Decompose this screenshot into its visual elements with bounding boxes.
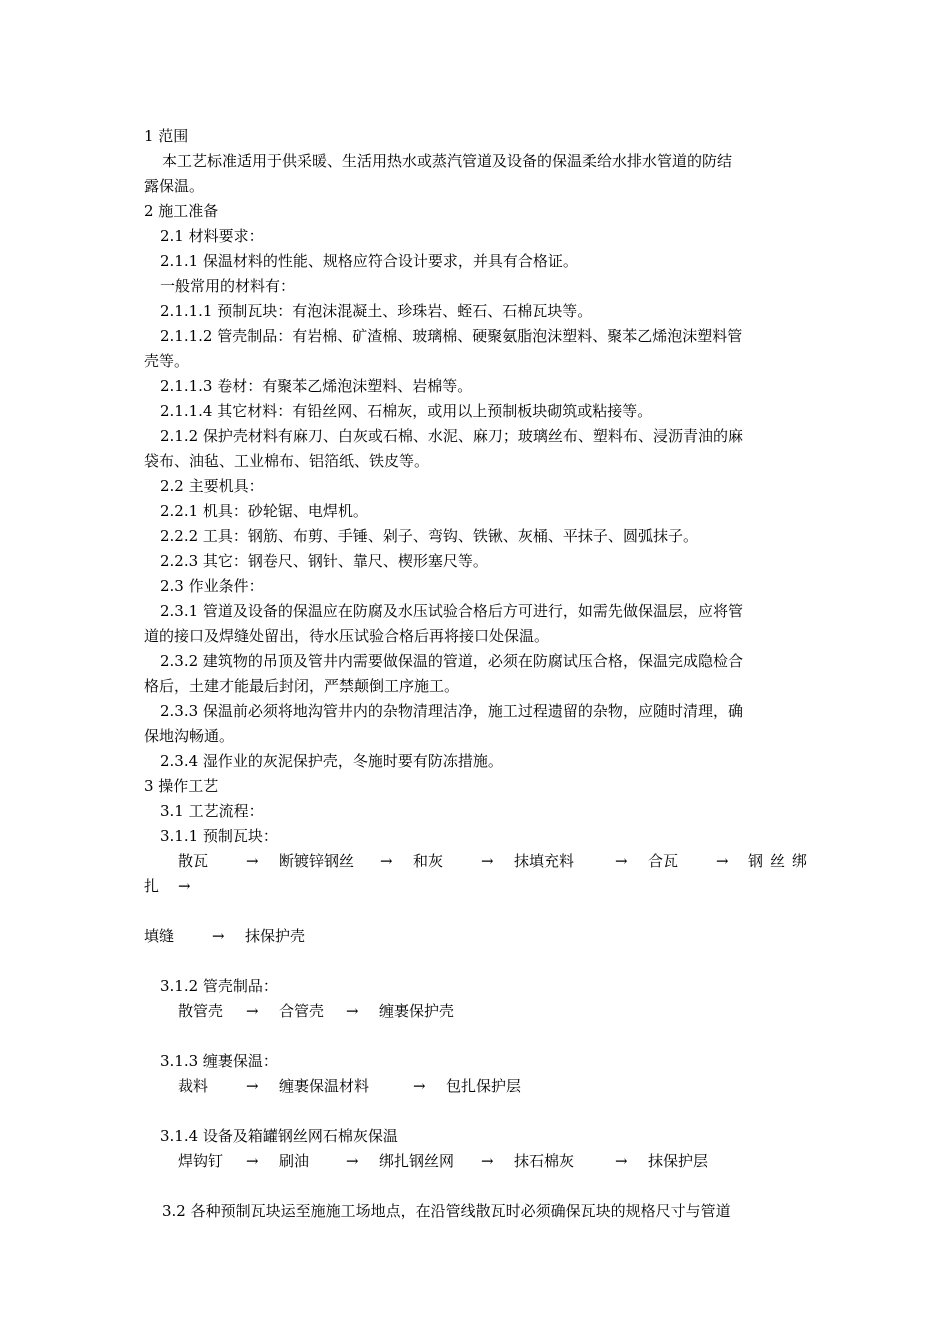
flow-step: 缠裹保护壳 [379,1002,455,1020]
arrow-icon: → [246,1077,259,1095]
arrow-icon: → [346,1002,359,1020]
arrow-icon: → [246,1152,259,1170]
process-flow-wrap-insulation [0,1076,950,1096]
paragraph-line: 2.2.2 工具：钢筋、布剪、手锤、剁子、弯钩、铁锹、灰桶、平抹子、圆弧抹子。 [160,527,698,545]
arrow-icon: → [413,1077,426,1095]
subsection-heading: 2.1 材料要求： [160,227,264,245]
paragraph-line: 格后，土建才能最后封闭，严禁颠倒工序施工。 [144,677,460,695]
process-flow-prefab-tiles [0,851,950,871]
flow-step: 填缝 [144,927,175,945]
paragraph-line: 2.3.2 建筑物的吊顶及管井内需要做保温的管道，必须在防腐试压合格，保温完成隐检合 [160,652,743,670]
flow-step: 合管壳 [279,1002,325,1020]
process-flow-prefab-tiles-cont [0,876,950,896]
subsection-heading: 2.2 主要机具： [160,477,264,495]
flow-step: 扎 [144,877,160,895]
subsection-heading: 2.3 作业条件： [160,577,264,595]
arrow-icon: → [346,1152,359,1170]
flow-step: 丝 [770,852,786,870]
flow-step: 和灰 [413,852,444,870]
arrow-icon: → [380,852,393,870]
flow-heading: 3.1.1 预制瓦块： [160,827,278,845]
process-flow-pipe-shell [0,1001,950,1021]
flow-step: 抹保护壳 [245,927,306,945]
paragraph-line: 壳等。 [144,352,190,370]
paragraph-line: 2.2.1 机具：砂轮锯、电焊机。 [160,502,368,520]
flow-step: 抹石棉灰 [514,1152,575,1170]
flow-step: 抹填充料 [514,852,575,870]
flow-step: 刷油 [279,1152,310,1170]
arrow-icon: → [481,852,494,870]
subsection-heading: 3.1 工艺流程： [160,802,264,820]
paragraph-line: 保地沟畅通。 [144,727,235,745]
flow-step: 包扎保护层 [446,1077,522,1095]
paragraph-line: 2.3.1 管道及设备的保温应在防腐及水压试验合格后方可进行，如需先做保温层，应将管 [160,602,743,620]
paragraph-line: 露保温。 [144,177,205,195]
paragraph-line: 2.3.3 保温前必须将地沟管井内的杂物清理洁净，施工过程遗留的杂物，应随时清理，确 [160,702,743,720]
paragraph-line: 2.2.3 其它：钢卷尺、钢针、靠尺、楔形塞尺等。 [160,552,488,570]
arrow-icon: → [615,852,628,870]
section-heading-3: 3 操作工艺 [144,777,219,795]
paragraph-line: 2.1.1.3 卷材：有聚苯乙烯泡沫塑料、岩棉等。 [160,377,473,395]
flow-heading: 3.1.3 缠裹保温： [160,1052,278,1070]
flow-step: 焊钩钉 [178,1152,224,1170]
process-flow-prefab-tiles-line2 [0,926,950,946]
flow-step: 绑扎钢丝网 [379,1152,455,1170]
paragraph-line: 道的接口及焊缝处留出，待水压试验合格后再将接口处保温。 [144,627,550,645]
arrow-icon: → [246,1002,259,1020]
section-heading-1: 1 范围 [144,127,189,145]
flow-step: 缠裹保温材料 [279,1077,370,1095]
arrow-icon: → [246,852,259,870]
paragraph-line: 2.1.1 保温材料的性能、规格应符合设计要求，并具有合格证。 [160,252,578,270]
arrow-icon: → [178,877,191,895]
section-heading-2: 2 施工准备 [144,202,219,220]
paragraph-line: 2.3.4 湿作业的灰泥保护壳，冬施时要有防冻措施。 [160,752,503,770]
arrow-icon: → [615,1152,628,1170]
flow-step: 裁料 [178,1077,209,1095]
paragraph-line: 2.1.1.4 其它材料：有铅丝网、石棉灰，或用以上预制板块砌筑或粘接等。 [160,402,653,420]
flow-step: 散管壳 [178,1002,224,1020]
arrow-icon: → [212,927,225,945]
paragraph-line: 本工艺标准适用于供采暖、生活用热水或蒸汽管道及设备的保温柔给水排水管道的防结 [162,152,733,170]
paragraph-line: 2.1.1.1 预制瓦块：有泡沫混凝土、珍珠岩、蛭石、石棉瓦块等。 [160,302,593,320]
flow-step: 钢 [748,852,764,870]
flow-step: 断镀锌钢丝 [279,852,355,870]
flow-heading: 3.1.4 设备及箱罐钢丝网石棉灰保温 [160,1127,398,1145]
flow-step: 绑 [792,852,808,870]
paragraph-line: 袋布、油毡、工业棉布、铝箔纸、铁皮等。 [144,452,430,470]
arrow-icon: → [481,1152,494,1170]
arrow-icon: → [716,852,729,870]
process-flow-equipment [0,1151,950,1171]
flow-step: 散瓦 [178,852,209,870]
paragraph-line: 3.2 各种预制瓦块运至施施工场地点，在沿管线散瓦时必须确保瓦块的规格尺寸与管道 [162,1202,731,1220]
paragraph-line: 2.1.1.2 管壳制品：有岩棉、矿渣棉、玻璃棉、硬聚氨脂泡沫塑料、聚苯乙烯泡沫塑料管 [160,327,743,345]
flow-step: 抹保护层 [648,1152,709,1170]
flow-heading: 3.1.2 管壳制品： [160,977,278,995]
paragraph-line: 2.1.2 保护壳材料有麻刀、白灰或石棉、水泥、麻刀；玻璃丝布、塑料布、浸沥青油的麻 [160,427,743,445]
flow-step: 合瓦 [648,852,679,870]
paragraph-line: 一般常用的材料有： [160,277,296,295]
